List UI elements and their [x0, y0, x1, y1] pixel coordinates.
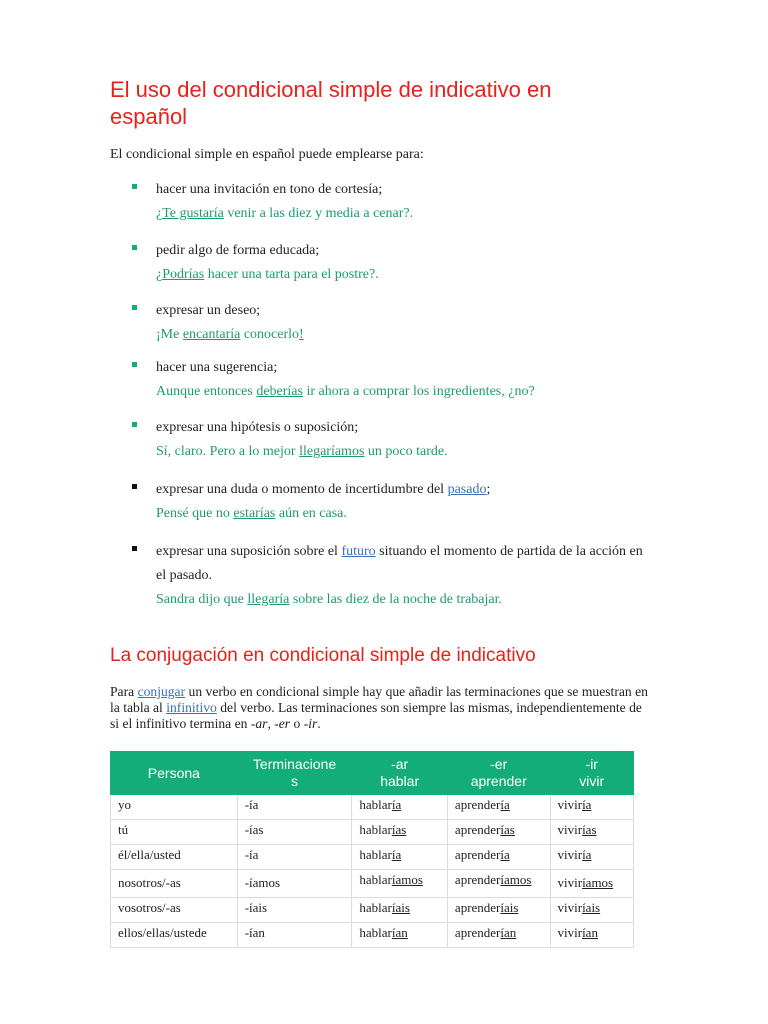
cell-terminacion: -íais [237, 898, 352, 923]
list-item [130, 540, 650, 612]
column-header: -ar hablar [352, 752, 448, 795]
use-text: expresar una suposición sobre el futuro situando el momento de partida de la acción en el pasado. [156, 544, 643, 583]
example-sentence: ¿Podrías hacer una tarta para el postre?. [156, 267, 379, 282]
bullet-icon [132, 245, 137, 250]
list-item [130, 356, 650, 416]
cell-er: aprendería [447, 845, 550, 870]
link-pasado[interactable]: pasado [447, 482, 487, 497]
column-header: -ir vivir [550, 752, 634, 795]
cell-persona: vosotros/-as [111, 898, 238, 923]
cell-er: aprenderías [447, 820, 550, 845]
list-item [130, 299, 650, 356]
column-header: Terminacione s [237, 752, 352, 795]
bullet-icon [132, 184, 137, 189]
table-row [111, 870, 634, 898]
cell-er: aprenderíais [447, 898, 550, 923]
cell-ar: hablarían [352, 923, 448, 948]
cell-ir: vivirías [550, 820, 634, 845]
cell-persona: yo [111, 795, 238, 820]
cell-persona: él/ella/usted [111, 845, 238, 870]
link-futuro[interactable]: futuro [341, 544, 376, 559]
cell-ir: viviría [550, 845, 634, 870]
cell-terminacion: -íamos [237, 870, 352, 898]
example-sentence: Sandra dijo que llegaría sobre las diez de la noche de trabajar. [156, 592, 502, 607]
list-item [130, 416, 650, 478]
example-sentence: Sí, claro. Pero a lo mejor llegaríamos un poco tarde. [156, 444, 448, 459]
bullet-icon [132, 362, 137, 367]
bullet-icon [132, 422, 137, 427]
cell-ir: viviría [550, 795, 634, 820]
list-item [130, 178, 650, 239]
intro-text: El condicional simple en español puede emplearse para: [110, 147, 424, 162]
link-conjugar[interactable]: conjugar [137, 684, 186, 699]
bullet-icon [132, 305, 137, 310]
table-row [111, 845, 634, 870]
use-text: expresar una duda o momento de incertidumbre del pasado; [156, 482, 491, 497]
cell-ir: viviríais [550, 898, 634, 923]
example-sentence: Pensé que no estarías aún en casa. [156, 506, 347, 521]
section-title: La conjugación en condicional simple de indicativo [110, 645, 536, 666]
conjugation-table [110, 751, 634, 948]
table-row [111, 795, 634, 820]
table-row [111, 898, 634, 923]
cell-terminacion: -ía [237, 845, 352, 870]
use-text: pedir algo de forma educada; [156, 243, 320, 258]
cell-terminacion: -ías [237, 820, 352, 845]
page-title: El uso del condicional simple de indicativo en español [110, 77, 552, 129]
cell-persona: tú [111, 820, 238, 845]
cell-persona: ellos/ellas/ustede [111, 923, 238, 948]
cell-persona: nosotros/-as [111, 870, 238, 898]
cell-terminacion: -ían [237, 923, 352, 948]
cell-er: aprendería [447, 795, 550, 820]
column-header: -er aprender [447, 752, 550, 795]
cell-er: aprenderíamos [447, 870, 550, 898]
use-text: expresar una hipótesis o suposición; [156, 420, 359, 435]
cell-ir: viviríamos [550, 870, 634, 898]
list-item [130, 478, 650, 540]
table-row [111, 923, 634, 948]
list-item [130, 239, 650, 299]
table-row [111, 820, 634, 845]
conjugation-text: Para conjugar un verbo en condicional simple hay que añadir las terminaciones que se muestran en la tabla al infinitivo del verbo. Las terminaciones son siempre las mismas, independientemente de si el infinitivo termina en -ar, -er o -ir. [110, 684, 648, 731]
cell-terminacion: -ía [237, 795, 352, 820]
example-sentence: Aunque entonces deberías ir ahora a comprar los ingredientes, ¿no? [156, 384, 535, 399]
cell-ar: hablaría [352, 795, 448, 820]
uses-list [130, 178, 650, 612]
cell-er: aprenderían [447, 923, 550, 948]
cell-ar: hablarías [352, 820, 448, 845]
link-infinitivo[interactable]: infinitivo [166, 700, 217, 715]
bullet-icon [132, 546, 137, 551]
example-sentence: ¿Te gustaría venir a las diez y media a cenar?. [156, 206, 414, 221]
column-header: Persona [111, 752, 238, 795]
table-header-row [111, 752, 634, 795]
cell-ar: hablaría [352, 845, 448, 870]
cell-ir: vivirían [550, 923, 634, 948]
bullet-icon [132, 484, 137, 489]
cell-ar: hablaríais [352, 898, 448, 923]
example-sentence: ¡Me encantaría conocerlo! [156, 327, 304, 342]
cell-ar: hablaríamos [352, 870, 448, 898]
use-text: expresar un deseo; [156, 303, 261, 318]
use-text: hacer una sugerencia; [156, 360, 278, 375]
use-text: hacer una invitación en tono de cortesía; [156, 182, 383, 197]
